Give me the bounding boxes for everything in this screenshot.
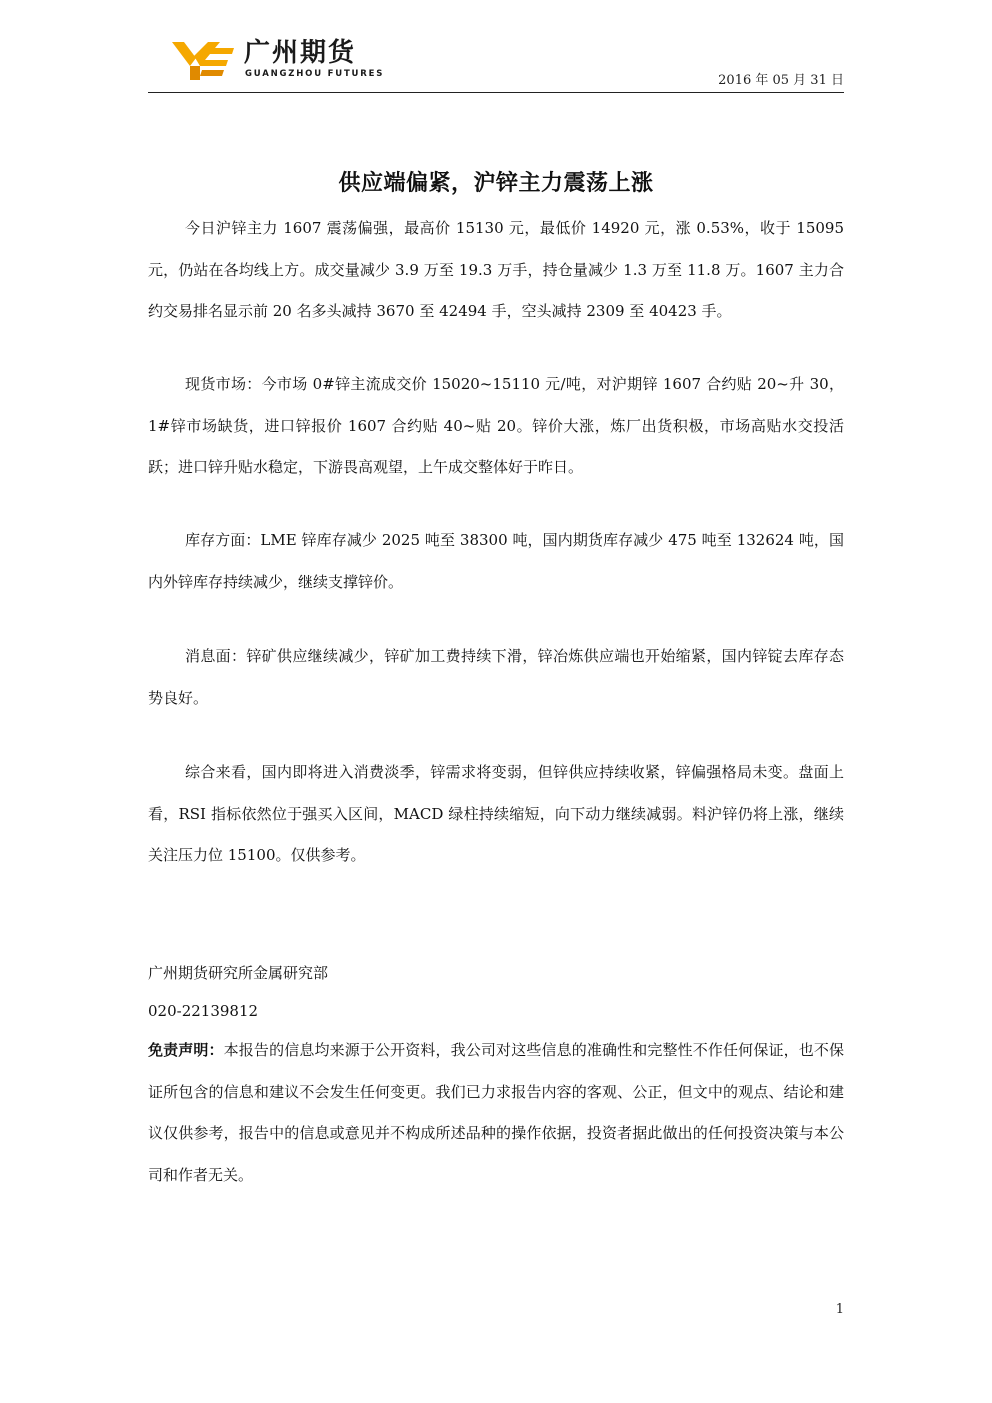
- paragraph-inventory: 库存方面：LME 锌库存减少 2025 吨至 38300 吨，国内期货库存减少 475 吨至 132624 吨，国内外锌库存持续减少，继续支撑锌价。: [148, 531, 844, 591]
- contact-phone: 020-22139812: [148, 1002, 259, 1020]
- report-date: 2016 年 05 月 31 日: [718, 73, 844, 88]
- company-logo-icon: [172, 38, 234, 82]
- disclaimer-text: 本报告的信息均来源于公开资料，我公司对这些信息的准确性和完整性不作任何保证，也不保证所包含的信息和建议不会发生任何变更。我们已力求报告内容的客观、公正，但文中的观点、结论和建议仅供参考，报告中的信息或意见并不构成所述品种的操作依据，投资者据此做出的任何投资决策与本公司和作者无关。: [148, 1041, 844, 1184]
- company-name-en: GUANGZHOU FUTURES: [245, 69, 385, 79]
- report-title: 供应端偏紧，沪锌主力震荡上涨: [338, 171, 654, 196]
- paragraph-conclusion: 综合来看，国内即将进入消费淡季，锌需求将变弱，但锌供应持续收紧，锌偏强格局未变。盘面上看，RSI 指标依然位于强买入区间，MACD 绿柱持续缩短，向下动力继续减弱。料沪锌仍将上涨，继续关注压力位 15100。仅供参考。: [148, 763, 844, 864]
- paragraph-news: 消息面：锌矿供应继续减少，锌矿加工费持续下滑，锌冶炼供应端也开始缩紧，国内锌锭去库存态势良好。: [148, 647, 844, 707]
- disclaimer-label: 免责声明：: [148, 1041, 224, 1059]
- page-header: [148, 30, 844, 93]
- research-department: 广州期货研究所金属研究部: [148, 964, 329, 982]
- company-name-cn: 广州期货: [244, 38, 357, 68]
- page-number: 1: [835, 1302, 844, 1317]
- paragraph-market-summary: 今日沪锌主力 1607 震荡偏强，最高价 15130 元，最低价 14920 元，涨 0.53%，收于 15095 元，仍站在各均线上方。成交量减少 3.9 万至 19.3 万手，持仓量减少 1.3 万至 11.8 万。1607 主力合约交易排名显示前 20 名多头减持 3670 至 42494 手，空头减持 2309 至 40423 手。: [148, 219, 844, 320]
- disclaimer: [148, 1030, 844, 1196]
- paragraph-spot-market: 现货市场：今市场 0#锌主流成交价 15020~15110 元/吨，对沪期锌 1607 合约贴 20~升 30，1#锌市场缺货，进口锌报价 1607 合约贴 40~贴 20。锌价大涨，炼厂出货积极，市场高贴水交投活跃；进口锌升贴水稳定，下游畏高观望，上午成交整体好于昨日。: [148, 375, 844, 476]
